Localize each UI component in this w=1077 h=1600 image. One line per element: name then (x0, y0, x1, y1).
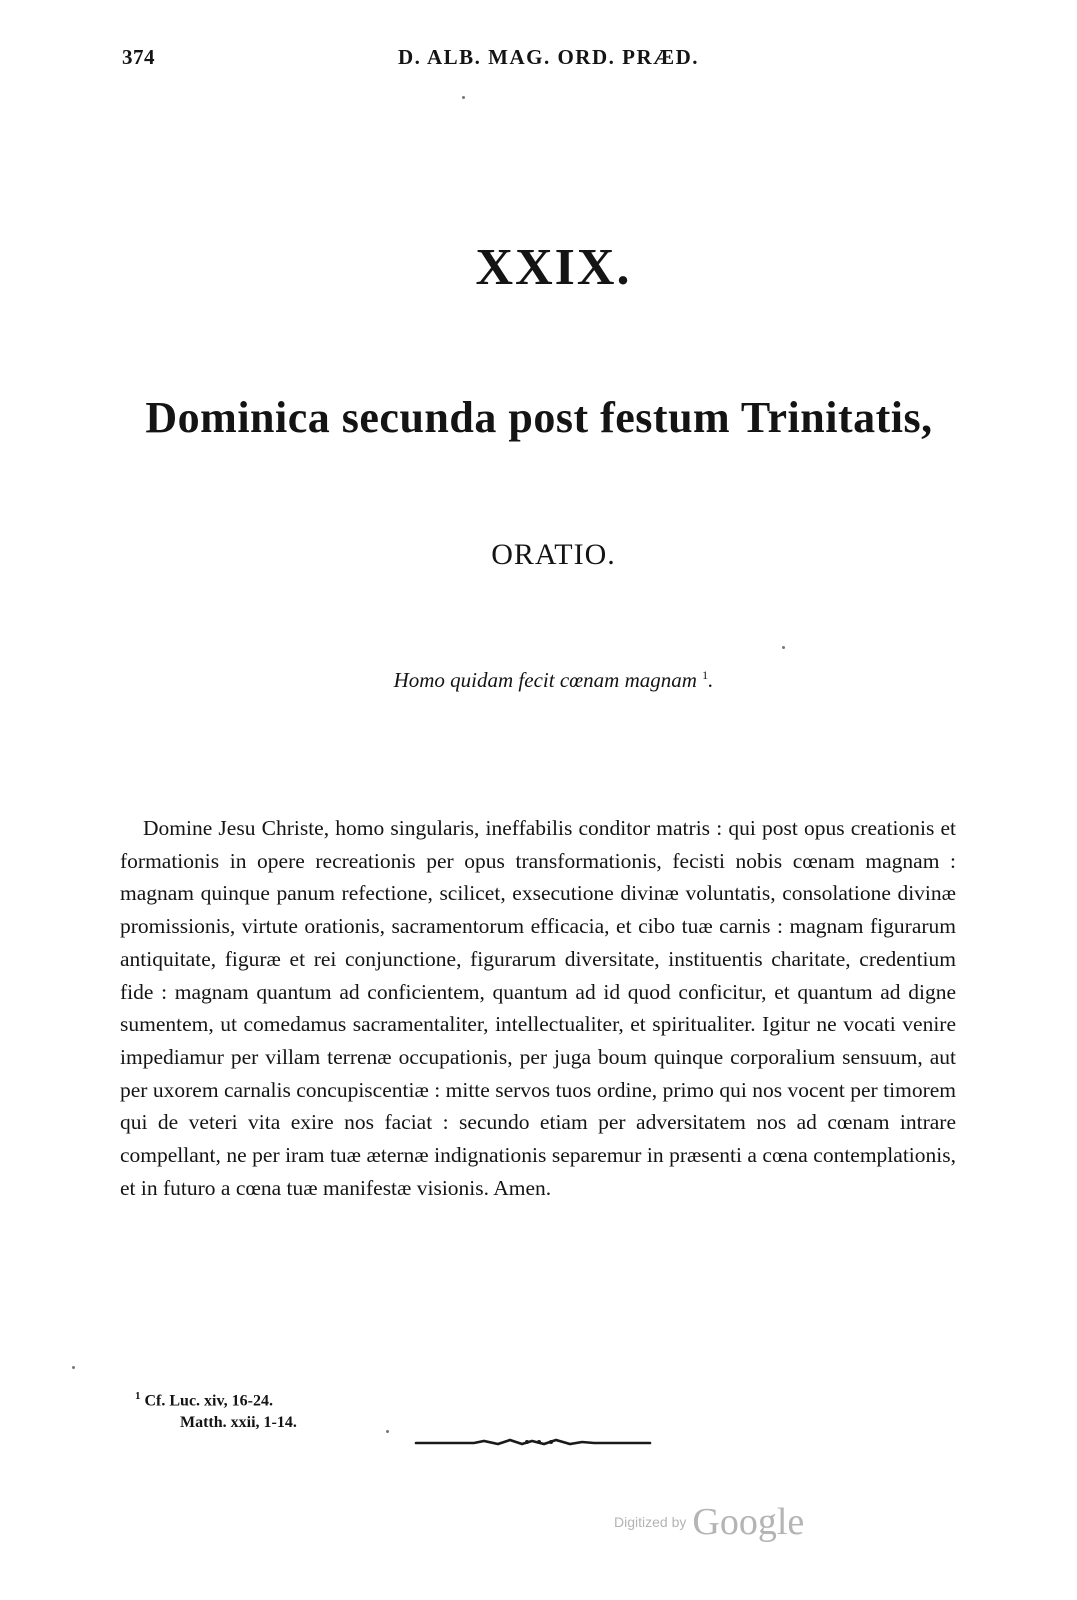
watermark-prefix: Digitized by (614, 1514, 687, 1530)
chapter-number: XXIX. (475, 239, 632, 296)
footnote-line-2 (135, 1412, 297, 1434)
epigraph-punctuation: . (708, 668, 714, 692)
scan-speck (72, 1366, 75, 1369)
footnote-line-1 (135, 1385, 297, 1412)
footnotes (135, 1385, 297, 1434)
end-ornament (414, 1434, 652, 1450)
google-logo: Google (692, 1501, 805, 1543)
footnote-text-2: Matth. xxii, 1-14. (180, 1414, 297, 1432)
scan-speck (386, 1430, 389, 1433)
epigraph (0, 668, 1077, 693)
scan-speck (782, 646, 785, 649)
chapter-title: Dominica secunda post festum Trinitatis, (145, 393, 933, 442)
footnote-text-1: Cf. Luc. xiv, 16-24. (144, 1392, 273, 1410)
page-number: 374 (122, 45, 155, 69)
footnote-reference: 1 (702, 668, 709, 682)
epigraph-text: Homo quidam fecit cœnam magnam (393, 668, 697, 692)
scan-speck (462, 96, 465, 99)
footnote-marker: 1 (135, 1390, 141, 1402)
running-head: D. ALB. MAG. ORD. PRÆD. (397, 45, 700, 69)
digitized-watermark (614, 1500, 804, 1544)
prayer-paragraph: Domine Jesu Christe, homo singularis, ineffabilis conditor matris : qui post opus creationis et formationis in opere recreationis per opus transformationis, fecisti nobis cœnam magnam : magnam quinque panum refectione, scilicet, exsecutione divinæ voluntatis, consolatione divinæ promissionis, virtute orationis, sacramentorum efficacia, et cibo tuæ carnis : magnam figurarum antiquitate, figuræ et rei conjunctione, figurarum diversitate, instituentis charitate, credentium fide : magnam quantum ad conficientem, quantum ad id quod conficitur, et quantum ad digne sumentem, ut comedamus sacramentaliter, intellectualiter, et spiritualiter. Igitur ne vocati venire impediamur per villam terrenæ occupationis, per juga boum quinque corporalium sensuum, aut per uxorem carnalis concupiscentiæ : mitte servos tuos ordine, primo qui nos vocent per timorem qui de veteri vita exire nos faciat : secundo etiam per adversitatem nos ad cœnam intrare compellant, ne per iram tuæ æternæ indignationis separemur in præsenti a cœna contemplationis, et in futuro a cœna tuæ manifestæ visionis. Amen. (120, 816, 956, 1200)
section-heading: ORATIO. (491, 538, 616, 571)
